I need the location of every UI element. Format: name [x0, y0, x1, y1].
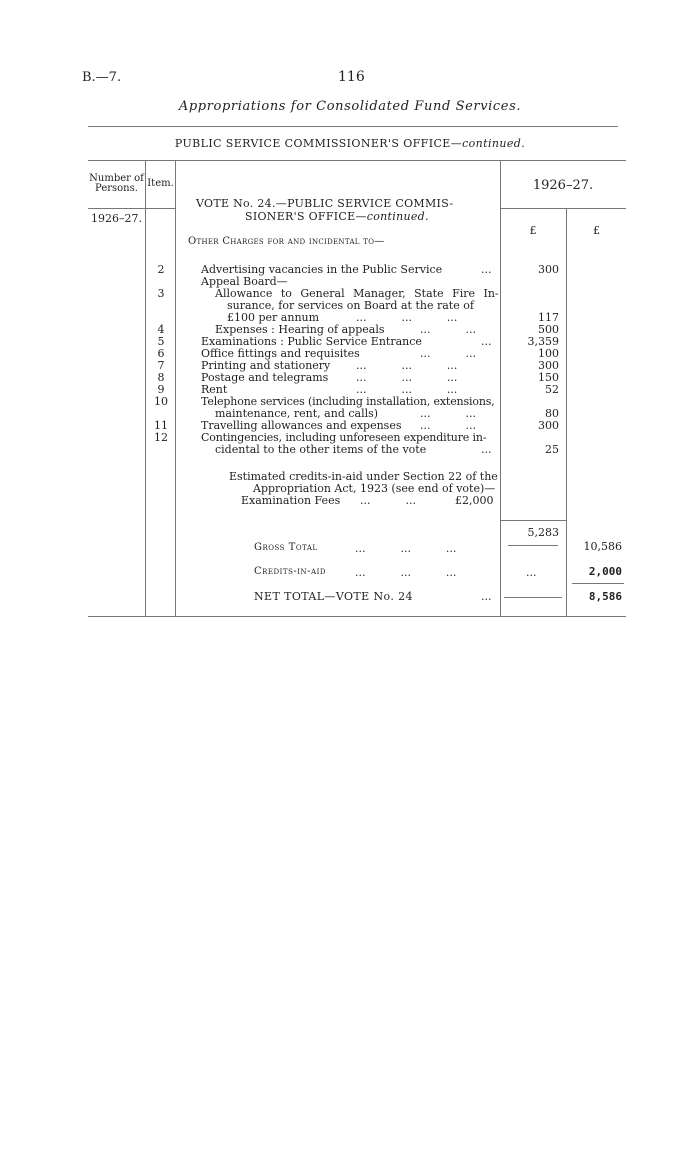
item-amount: 52 — [545, 383, 559, 396]
item-description: Printing and stationery — [201, 359, 331, 372]
subtotal-rule — [501, 520, 566, 521]
item-description: Rent — [201, 383, 228, 396]
item-heading: Item. — [147, 178, 174, 189]
item-description: Telephone services (including installation, extensions, — [201, 395, 495, 408]
subtotal-amount: 5,283 — [527, 526, 559, 539]
item-description: Travelling allowances and expenses — [201, 419, 402, 432]
credits-note-line1: Estimated credits-in-aid under Section 22 of the — [229, 470, 498, 483]
vote-heading-line1: VOTE No. 24.—PUBLIC SERVICE COMMIS- — [196, 197, 454, 210]
item-amount: 3,359 — [527, 335, 559, 348]
item-number: 10 — [154, 395, 168, 408]
pound-sign-left: £ — [529, 224, 537, 237]
item-description: cidental to the other items of the vote — [215, 443, 427, 456]
item-number: 3 — [157, 287, 165, 300]
section-title — [0, 137, 700, 150]
table-top-rule — [88, 160, 626, 161]
year-heading: 1926–27. — [532, 178, 594, 193]
item-leader: ... — [481, 335, 492, 348]
item-leader: ... ... — [420, 407, 476, 420]
net-total-value: 8,586 — [588, 590, 622, 603]
item-description: Contingencies, including unforeseen expenditure in- — [201, 431, 487, 444]
item-number: 9 — [157, 383, 165, 396]
item-description: Appeal Board— — [201, 275, 288, 288]
item-amount: 25 — [545, 443, 559, 456]
net-total-leader: ... — [481, 590, 492, 603]
item-number: 5 — [157, 335, 165, 348]
item-number: 7 — [157, 359, 165, 372]
item-number: 2 — [157, 263, 165, 276]
item-amount: 300 — [538, 263, 559, 276]
item-number: 8 — [157, 371, 165, 384]
credits-note-amount: £2,000 — [455, 494, 494, 507]
net-total-dash — [504, 597, 562, 598]
year-header-rule — [500, 208, 626, 209]
credits-underline — [572, 583, 624, 584]
credits-in-aid-value: 2,000 — [588, 565, 622, 578]
credits-note-line3: Examination Fees — [241, 494, 341, 507]
item-amount: 300 — [538, 419, 559, 432]
item-description: Advertising vacancies in the Public Service — [201, 263, 443, 276]
item-leader: ... — [481, 263, 492, 276]
persons-year: 1926–27. — [91, 212, 142, 225]
item-leader: ... ... — [420, 419, 476, 432]
item-leader: ... ... — [420, 347, 476, 360]
item-number: 4 — [157, 323, 165, 336]
item-number: 12 — [154, 431, 168, 444]
vote-heading-line2 — [245, 210, 429, 223]
credits-note-line2: Appropriation Act, 1923 (see end of vote)— — [253, 482, 496, 495]
item-description: Expenses : Hearing of appeals — [215, 323, 385, 336]
item-description: £100 per annum — [227, 311, 320, 324]
pound-sign-right: £ — [593, 224, 600, 237]
header-rule — [88, 126, 618, 127]
item-description: maintenance, rent, and calls) — [215, 407, 379, 420]
section-title-main: PUBLIC SERVICE COMMISSIONER'S OFFICE— — [174, 137, 463, 150]
item-leader: ... ... ... — [356, 359, 458, 372]
total-column-divider — [566, 208, 567, 616]
document-reference: B.—7. — [82, 70, 122, 85]
item-leader: ... ... — [420, 323, 476, 336]
credits-in-aid-leader: ... ... ... — [355, 566, 457, 579]
item-number: 6 — [157, 347, 165, 360]
running-title: Appropriations for Consolidated Fund Services. — [178, 99, 522, 114]
subtotal-underline — [508, 545, 558, 546]
item-leader: ... ... ... — [356, 383, 458, 396]
page-number: 116 — [338, 69, 365, 85]
vote-heading-continued: continued. — [366, 210, 429, 223]
number-of-persons-heading: Number of Persons. — [89, 173, 144, 194]
credits-in-aid-label: Credits-in-aid — [254, 566, 326, 577]
item-description: Office fittings and requisites — [201, 347, 360, 360]
persons-header-rule — [88, 208, 176, 209]
gross-total-leader: ... ... ... — [355, 542, 457, 555]
item-leader: ... ... ... — [356, 311, 458, 324]
item-amount: 500 — [538, 323, 559, 336]
table-bottom-rule — [88, 616, 626, 617]
item-number: 11 — [154, 419, 168, 432]
other-charges-heading: Other Charges for and incidental to— — [188, 236, 385, 247]
item-amount: 100 — [538, 347, 559, 360]
section-title-continued: continued. — [462, 137, 526, 150]
item-description: Postage and telegrams — [201, 371, 329, 384]
net-total-label: NET TOTAL—VOTE No. 24 — [254, 590, 413, 603]
item-description: surance, for services on Board at the rate of — [227, 299, 474, 312]
item-description: Allowance to General Manager, State Fire In- — [215, 287, 499, 300]
vote-heading-text: SIONER'S OFFICE— — [245, 210, 367, 223]
item-amount: 300 — [538, 359, 559, 372]
item-description: Examinations : Public Service Entrance — [201, 335, 422, 348]
item-leader: ... — [481, 443, 492, 456]
credits-in-aid-mid-leader: ... — [526, 566, 537, 579]
gross-total-value: 10,586 — [583, 540, 622, 553]
gross-total-label: Gross Total — [254, 542, 318, 553]
item-amount: 80 — [545, 407, 559, 420]
item-amount: 117 — [538, 311, 559, 324]
credits-note-leader: ... ... — [360, 494, 416, 507]
item-amount: 150 — [538, 371, 559, 384]
item-leader: ... ... ... — [356, 371, 458, 384]
